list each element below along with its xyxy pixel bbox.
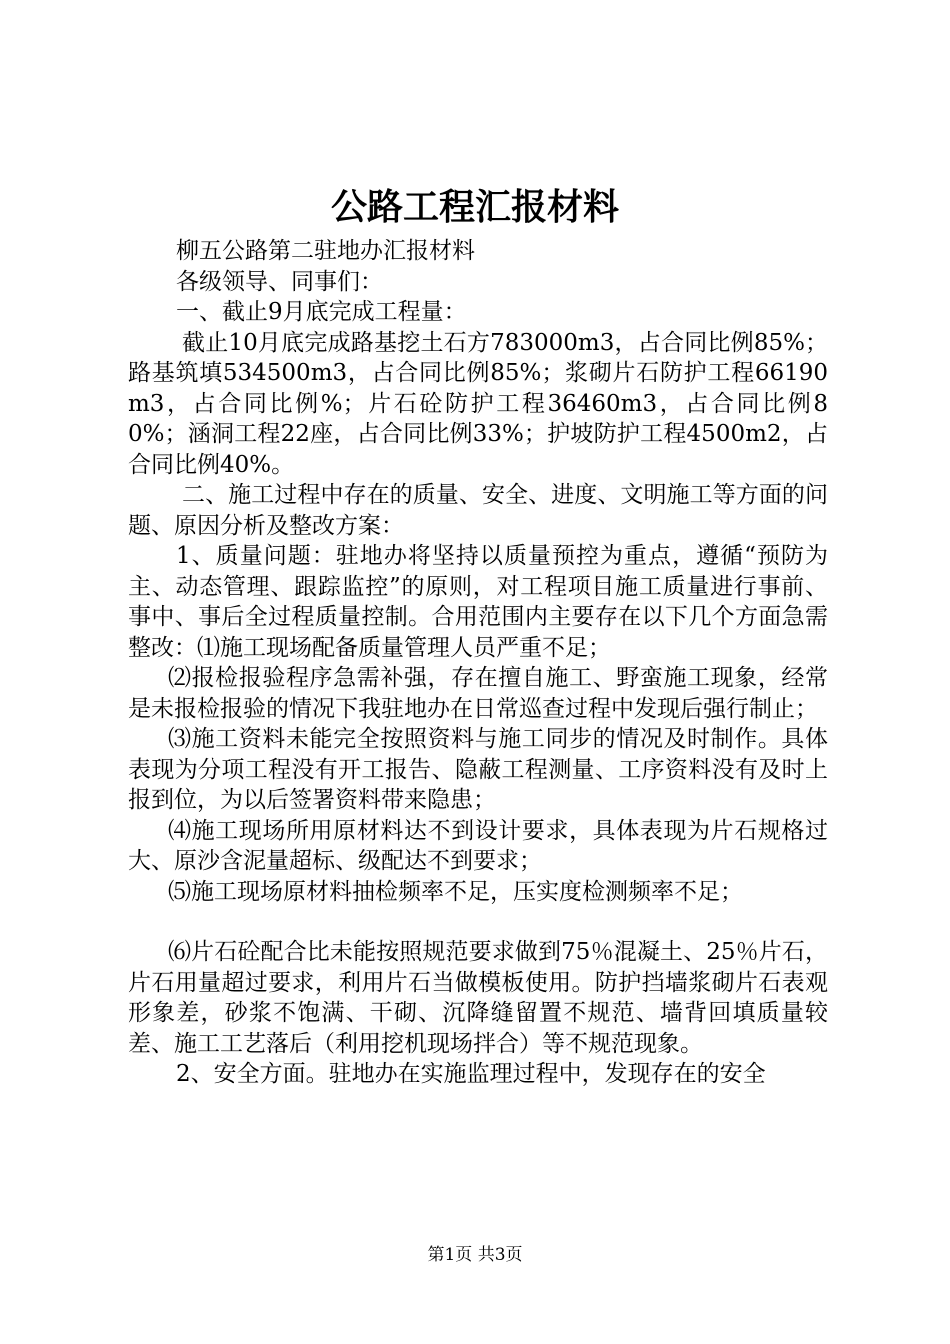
page-footer: 第1页 共3页 [427, 1245, 523, 1265]
paragraph-item-6: ⑹片石砼配合比未能按照规范要求做到75％混凝土、25％片石，片石用量超过要求，利用片石当做模板使用。防护挡墙浆砌片石表观形象差，砂浆不饱满、干砌、沉降缝留置不规范、墙背回填质量较差、施工工艺落后（利用挖机现场拌合）等不规范现象。 [128, 939, 828, 1057]
paragraph-safety: 2、安全方面。驻地办在实施监理过程中，发现存在的安全 [176, 1061, 766, 1087]
paragraph-section-1-heading: 一、截止9月底完成工程量： [176, 299, 467, 325]
document-body [128, 236, 828, 1090]
paragraph-subtitle: 柳五公路第二驻地办汇报材料 [176, 238, 475, 264]
paragraph-workload: 截止10月底完成路基挖土石方783000m3，占合同比例85%；路基筑填534500m3，占合同比例85%；浆砌片石防护工程66190m3，占合同比例%；片石砼防护工程36460m3，占合同比例80%；涵洞工程22座，占合同比例33%；护坡防护工程4500m2，占合同比例40%。 [128, 329, 828, 478]
paragraph-item-2: ⑵报检报验程序急需补强，存在擅自施工、野蛮施工现象，经常是未报检报验的情况下我驻地办在日常巡查过程中发现后强行制止； [128, 665, 828, 722]
paragraph-item-5: ⑸施工现场原材料抽检频率不足，压实度检测频率不足； [168, 878, 743, 905]
paragraph-greeting: 各级领导、同事们： [176, 268, 383, 295]
paragraph-item-4: ⑷施工现场所用原材料达不到设计要求，具体表现为片石规格过大、原沙含泥量超标、级配达不到要求； [128, 817, 828, 874]
paragraph-quality-issues: 1、质量问题：驻地办将坚持以质量预控为重点，遵循“预防为主、动态管理、跟踪监控”的原则，对工程项目施工质量进行事前、事中、事后全过程质量控制。合用范围内主要存在以下几个方面急需整改：⑴施工现场配备质量管理人员严重不足； [128, 543, 828, 661]
paragraph-section-2-heading: 二、施工过程中存在的质量、安全、进度、文明施工等方面的问题、原因分析及整改方案： [128, 482, 828, 539]
paragraph-item-3: ⑶施工资料未能完全按照资料与施工同步的情况及时制作。具体表现为分项工程没有开工报告、隐蔽工程测量、工序资料没有及时上报到位，为以后签署资料带来隐患； [128, 726, 828, 813]
document-title: 公路工程汇报材料 [330, 187, 619, 228]
